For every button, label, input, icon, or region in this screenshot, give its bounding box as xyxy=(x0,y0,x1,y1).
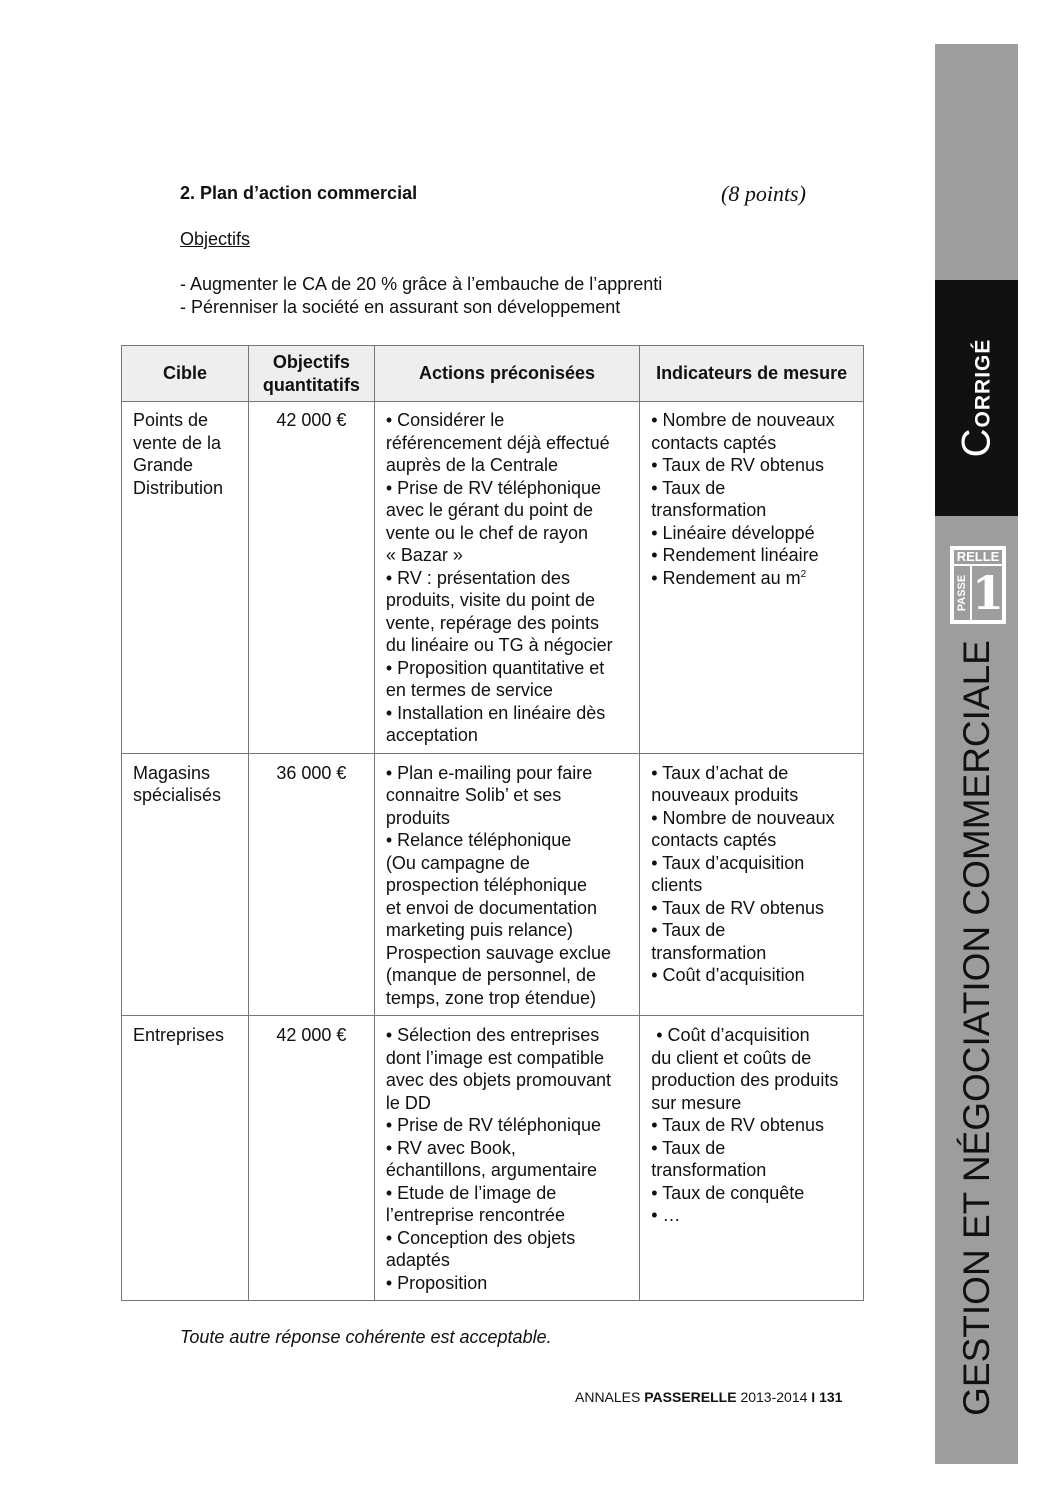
cell-line: transformation xyxy=(651,1160,767,1180)
cell-line: • Coût d’acquisition xyxy=(651,965,805,985)
cell-line: auprès de la Centrale xyxy=(385,455,558,475)
cell-line: nouveaux produits xyxy=(651,785,799,805)
logo-top-text: RELLE xyxy=(954,550,1002,564)
cell-line: • Relance téléphonique xyxy=(385,830,572,850)
cell-line: transformation xyxy=(651,500,767,520)
cell-line: du client et coûts de xyxy=(651,1047,812,1068)
cell-line: • Installation en linéaire dès xyxy=(385,702,606,723)
cell-line: • … xyxy=(651,1205,681,1225)
logo-side-text: PASSE xyxy=(956,574,968,612)
cell-line: (manque de personnel, de xyxy=(385,965,597,985)
cell-indicateurs xyxy=(640,1016,864,1301)
logo-side xyxy=(954,566,970,620)
table-header-row xyxy=(122,346,864,402)
cell-line: • Taux de RV obtenus xyxy=(651,1115,824,1135)
cell-line: vente de la xyxy=(133,432,222,453)
cell-line: connaitre Solib’ et ses xyxy=(385,785,562,805)
cell-line xyxy=(651,567,852,590)
cell-actions xyxy=(374,753,639,1016)
cell-indicateurs xyxy=(640,402,864,754)
cell-line: • Taux de xyxy=(651,920,726,940)
page-number: 131 xyxy=(815,1389,843,1405)
cell-line: • Plan e-mailing pour faire xyxy=(385,762,593,783)
cell-line: marketing puis relance) xyxy=(385,920,573,940)
cell-line: • Nombre de nouveaux xyxy=(651,807,835,828)
cell-objectif: 42 000 € xyxy=(248,1016,374,1301)
cell-line: temps, zone trop étendue) xyxy=(385,987,596,1008)
cell-line: transformation xyxy=(651,942,767,963)
cell-line: vente, repérage des points xyxy=(385,612,600,633)
cell-line: contacts captés xyxy=(651,830,777,850)
cell-line: • Conception des objets xyxy=(385,1227,576,1248)
footer-years: 2013-2014 xyxy=(736,1389,812,1405)
cell-line: Magasins xyxy=(133,762,211,783)
cell-line: • Sélection des entreprises xyxy=(385,1025,600,1045)
cell-objectif: 42 000 € xyxy=(248,402,374,754)
points-label: (8 points) xyxy=(721,181,806,206)
cell-line: avec le gérant du point de xyxy=(385,500,594,520)
cell-line: • RV : présentation des xyxy=(385,567,570,588)
cell-line: • Taux de RV obtenus xyxy=(651,897,824,918)
logo-number: 1 xyxy=(972,566,1005,620)
footer-separator: I xyxy=(811,1389,816,1405)
cell-line: avec des objets promouvant xyxy=(385,1070,611,1090)
cell-actions xyxy=(374,1016,639,1301)
cell-line: • Taux d’achat de xyxy=(651,762,789,783)
cell-objectif: 36 000 € xyxy=(248,753,374,1016)
cell-line: • Taux d’acquisition xyxy=(651,852,805,873)
cell-line: • Prise de RV téléphonique xyxy=(385,1115,601,1135)
cell-cible xyxy=(122,402,249,754)
cell-indicateurs xyxy=(640,753,864,1016)
cell-cible xyxy=(122,1016,249,1301)
objectives-list xyxy=(180,273,662,319)
cell-text: • Rendement au m xyxy=(651,567,801,588)
cell-line: • Nombre de nouveaux xyxy=(651,410,835,430)
header-cible: Cible xyxy=(122,346,249,402)
table-row xyxy=(122,1016,864,1301)
cell-line: • RV avec Book, xyxy=(385,1137,516,1158)
cell-line: et envoi de documentation xyxy=(385,897,598,918)
corrige-label: Corrigé xyxy=(954,338,999,458)
cell-line: prospection téléphonique xyxy=(385,875,588,895)
cell-line: le DD xyxy=(385,1092,431,1113)
cell-line: • Linéaire développé xyxy=(651,522,815,543)
cell-line: spécialisés xyxy=(133,785,222,805)
cell-line: • Proposition quantitative et xyxy=(385,657,605,678)
objective-item: - Augmenter le CA de 20 % grâce à l’embauche de l’apprenti xyxy=(180,274,663,294)
cell-cible xyxy=(122,753,249,1016)
cell-line: produits xyxy=(385,807,450,828)
cell-line: • Taux de conquête xyxy=(651,1182,805,1203)
cell-line: acceptation xyxy=(385,725,478,745)
cell-line: produits, visite du point de xyxy=(385,590,595,610)
cell-line: adaptés xyxy=(385,1250,450,1270)
vertical-title: GESTION ET NÉGOCIATION COMMERCIALE xyxy=(956,640,997,1416)
superscript: 2 xyxy=(800,568,807,580)
cell-line: contacts captés xyxy=(651,432,777,453)
cell-line: référencement déjà effectué xyxy=(385,432,610,453)
cell-line: Entreprises xyxy=(133,1025,225,1045)
footer-prefix: ANNALES xyxy=(575,1389,645,1405)
cell-line: Distribution xyxy=(133,477,224,498)
header-objectifs: Objectifs quantitatifs xyxy=(248,346,374,402)
table-row xyxy=(122,402,864,754)
cell-line: Prospection sauvage exclue xyxy=(385,942,611,963)
cell-line: • Prise de RV téléphonique xyxy=(385,477,601,498)
objective-item: - Pérenniser la société en assurant son développement xyxy=(180,297,621,317)
header-indicateurs: Indicateurs de mesure xyxy=(640,346,864,402)
cell-line: • Considérer le xyxy=(385,410,505,430)
cell-line: • Rendement linéaire xyxy=(651,545,819,565)
cell-line: • Taux de xyxy=(651,1137,726,1158)
cell-actions xyxy=(374,402,639,754)
cell-line: clients xyxy=(651,875,703,895)
page-footer xyxy=(575,1389,842,1405)
objectives-heading: Objectifs xyxy=(180,229,251,249)
cell-line: en termes de service xyxy=(385,680,553,700)
cell-line: échantillons, argumentaire xyxy=(385,1160,597,1180)
cell-line: vente ou le chef de rayon xyxy=(385,522,588,543)
section-title: 2. Plan d’action commercial xyxy=(180,183,418,203)
cell-line: du linéaire ou TG à négocier xyxy=(385,635,613,655)
cell-line: • Proposition xyxy=(385,1272,488,1293)
cell-line: • Taux de RV obtenus xyxy=(651,455,824,475)
acceptance-note: Toute autre réponse cohérente est acceptable. xyxy=(180,1327,552,1347)
cell-line: • Etude de l’image de xyxy=(385,1182,557,1203)
cell-line: dont l’image est compatible xyxy=(385,1047,604,1068)
cell-line: Grande xyxy=(133,455,194,475)
cell-line: (Ou campagne de xyxy=(385,852,530,873)
table-row xyxy=(122,753,864,1016)
cell-line: production des produits xyxy=(651,1070,839,1090)
header-actions: Actions préconisées xyxy=(374,346,639,402)
cell-line: • Taux de xyxy=(651,477,726,498)
cell-line: « Bazar » xyxy=(385,545,463,565)
footer-brand: PASSERELLE xyxy=(644,1389,737,1405)
passerelle-logo xyxy=(950,546,1006,624)
cell-line: Points de xyxy=(133,410,209,430)
cell-line: sur mesure xyxy=(651,1092,742,1113)
action-plan-table xyxy=(121,345,864,1301)
cell-line: • Coût d’acquisition xyxy=(651,1025,810,1045)
cell-line: l’entreprise rencontrée xyxy=(385,1205,565,1225)
